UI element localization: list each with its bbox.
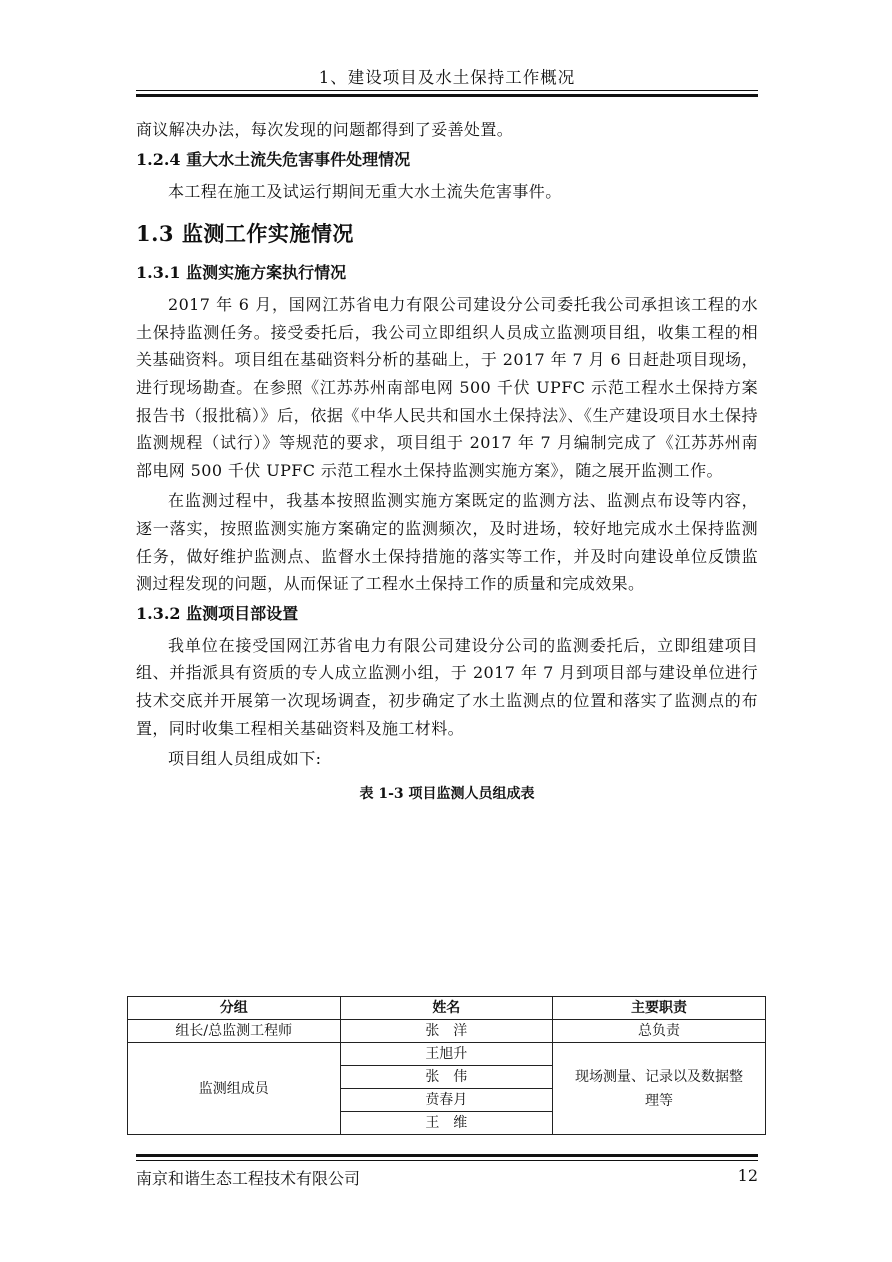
col-header-duty: 主要职责 xyxy=(553,997,766,1020)
personnel-table xyxy=(127,996,766,1135)
table-caption: 表 1-3 项目监测人员组成表 xyxy=(359,785,535,802)
table-row xyxy=(128,1020,766,1043)
heading-1-3: 1.3 监测工作实施情况 xyxy=(136,221,354,247)
page-header-title: 1、建设项目及水土保持工作概况 xyxy=(318,68,576,87)
col-header-group: 分组 xyxy=(128,997,341,1020)
footer-rule-thick xyxy=(136,1154,758,1157)
paragraph-1-3-1-b: 在监测过程中，我基本按照监测实施方案既定的监测方法、监测点布设等内容，逐一落实，按照监测实施方案确定的监测频次，及时进场，较好地完成水土保持监测任务，做好维护监测点、监督水土保持措施的落实等工作，并及时向建设单位反馈监测过程发现的问题，从而保证了工程水土保持工作的质量和完成效果。 xyxy=(136,491,758,594)
paragraph-1-3-2-b: 项目组人员组成如下: xyxy=(168,749,322,769)
paragraph-1-3-1-a: 2017 年 6 月，国网江苏省电力有限公司建设分公司委托我公司承担该工程的水土保持监测任务。接受委托后，我公司立即组织人员成立监测项目组，收集工程的相关基础资料。项目组在基础资料分析的基础上，于 2017 年 7 月 6 日赶赴项目现场，进行现场勘查。在参照《江苏苏州南部电网 500 千伏 UPFC 示范工程水土保持方案报告书（报批稿）》后，依据《中华人民共和国水土保持法》、《生产建设项目水土保持监测规程（试行）》等规范的要求，项目组于 2017 年 7 月编制完成了《江苏苏州南部电网 500 千伏 UPFC 示范工程水土保持监测实施方案》，随之展开监测工作。 xyxy=(136,295,758,480)
header-rule-thick xyxy=(136,94,758,97)
cell-group: 组长/总监测工程师 xyxy=(128,1020,341,1043)
cell-name: 王旭升 xyxy=(340,1043,553,1066)
footer-company: 南京和谐生态工程技术有限公司 xyxy=(136,1169,361,1188)
heading-1-3-1: 1.3.1 监测实施方案执行情况 xyxy=(136,263,347,283)
cell-duty: 总负责 xyxy=(553,1020,766,1043)
cell-name: 张 伟 xyxy=(340,1066,553,1089)
paragraph-1-2-4: 本工程在施工及试运行期间无重大水土流失危害事件。 xyxy=(168,181,562,201)
heading-1-3-2: 1.3.2 监测项目部设置 xyxy=(136,603,299,623)
col-header-name: 姓名 xyxy=(340,997,553,1020)
cell-group-members: 监测组成员 xyxy=(128,1043,341,1135)
page-number: 12 xyxy=(737,1166,758,1185)
document-body xyxy=(136,116,758,809)
cell-name: 张 洋 xyxy=(340,1020,553,1043)
paragraph-1-3-2-a: 我单位在接受国网江苏省电力有限公司建设分公司的监测委托后，立即组建项目组、并指派具有资质的专人成立监测小组，于 2017 年 7 月到项目部与建设单位进行技术交底并开展第一次现场调查，初步确定了水土监测点的位置和落实了监测点的布置，同时收集工程相关基础资料及施工材料。 xyxy=(136,635,758,738)
header-rule-thin xyxy=(136,90,758,91)
cell-name: 王 维 xyxy=(340,1112,553,1135)
cell-duty-members: 现场测量、记录以及数据整理等 xyxy=(553,1043,766,1135)
cell-name: 贲春月 xyxy=(340,1089,553,1112)
table-header-row xyxy=(128,997,766,1020)
table-row xyxy=(128,1043,766,1066)
footer-rule-thin xyxy=(136,1160,758,1161)
heading-1-2-4: 1.2.4 重大水土流失危害事件处理情况 xyxy=(136,149,411,169)
intro-paragraph: 商议解决办法，每次发现的问题都得到了妥善处置。 xyxy=(136,120,514,139)
